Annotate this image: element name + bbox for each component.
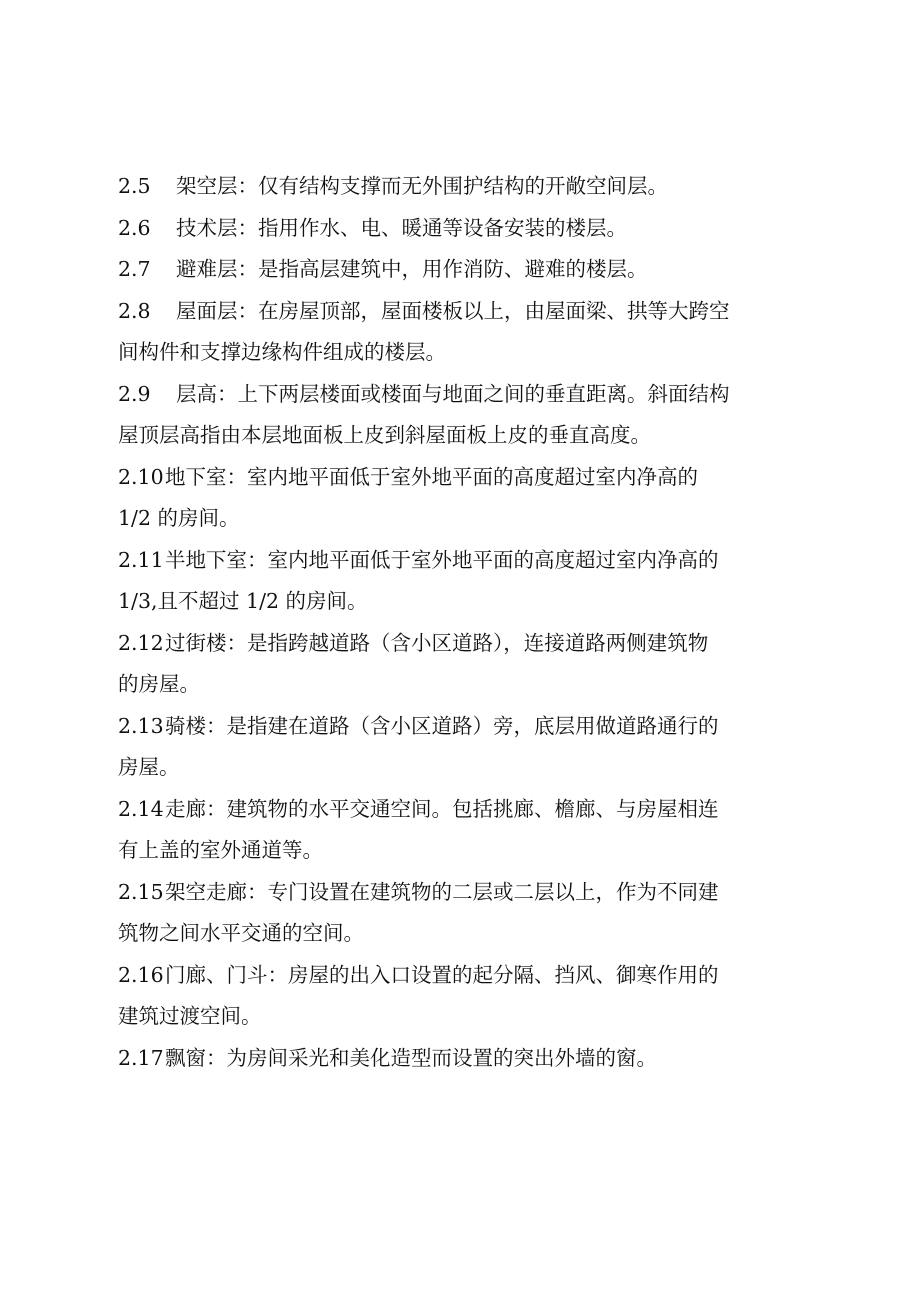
definition-line: [118, 457, 808, 499]
section-number: 2.13: [118, 713, 164, 738]
definition-text: 房屋。: [118, 755, 180, 779]
definition-text: 有上盖的室外通道等。: [118, 838, 323, 862]
definition-text: 架空层：仅有结构支撑而无外围护结构的开敞空间层。: [176, 174, 668, 198]
definition-text: 屋面层：在房屋顶部，屋面楼板以上，由屋面梁、拱等大跨空: [176, 298, 730, 323]
definition-line: [118, 706, 808, 748]
section-number: 2.17: [118, 1045, 164, 1070]
section-number: 2.15: [118, 879, 164, 904]
continuation-line: [118, 664, 808, 706]
definition-line: [118, 166, 808, 208]
definition-text: 技术层：指用作水、电、暖通等设备安装的楼层。: [176, 215, 627, 240]
definition-text: 1/3,且不超过 1/2 的房间。: [118, 589, 368, 613]
definition-text: 走廊：建筑物的水平交通空间。包括挑廊、檐廊、与房屋相连: [165, 796, 719, 821]
continuation-line: [118, 581, 808, 623]
definition-text: 屋顶层高指由本层地面板上皮到斜屋面板上皮的垂直高度。: [118, 423, 651, 447]
section-number: 2.7: [118, 257, 151, 281]
definition-line: [118, 540, 808, 582]
section-number: 2.11: [118, 547, 164, 572]
section-number: 2.9: [118, 381, 151, 406]
definition-line: [118, 249, 808, 291]
definition-text: 飘窗：为房间采光和美化造型而设置的突出外墙的窗。: [165, 1045, 657, 1070]
section-number: 2.6: [118, 215, 151, 240]
continuation-line: [118, 747, 808, 789]
definition-text: 半地下室：室内地平面低于室外地平面的高度超过室内净高的: [165, 547, 719, 572]
definition-line: [118, 291, 808, 333]
definition-text: 的房屋。: [118, 672, 200, 696]
definition-text: 筑物之间水平交通的空间。: [118, 921, 364, 945]
definition-line: [118, 374, 808, 416]
definition-text: 地下室：室内地平面低于室外地平面的高度超过室内净高的: [165, 464, 698, 489]
continuation-line: [118, 332, 808, 374]
continuation-line: [118, 415, 808, 457]
definition-text: 建筑过渡空间。: [118, 1004, 262, 1028]
definition-text: 架空走廊：专门设置在建筑物的二层或二层以上，作为不同建: [165, 879, 719, 904]
definition-text: 过街楼：是指跨越道路（含小区道路），连接道路两侧建筑物: [165, 630, 709, 655]
definition-text: 层高：上下两层楼面或楼面与地面之间的垂直距离。斜面结构: [176, 381, 730, 406]
section-number: 2.5: [118, 174, 151, 198]
section-number: 2.8: [118, 298, 151, 323]
continuation-line: [118, 913, 808, 955]
section-number: 2.14: [118, 796, 164, 821]
continuation-line: [118, 830, 808, 872]
section-number: 2.10: [118, 464, 164, 489]
definitions-text: [118, 166, 808, 1079]
section-number: 2.12: [118, 630, 164, 655]
definition-text: 避难层：是指高层建筑中，用作消防、避难的楼层。: [176, 257, 648, 281]
definition-line: [118, 955, 808, 997]
continuation-line: [118, 996, 808, 1038]
definition-line: [118, 789, 808, 831]
definition-line: [118, 208, 808, 250]
definition-text: 门廊、门斗：房屋的出入口设置的起分隔、挡风、御寒作用的: [165, 962, 719, 987]
definition-text: 间构件和支撑边缘构件组成的楼层。: [118, 340, 446, 364]
definition-text: 1/2 的房间。: [118, 506, 240, 530]
definition-line: [118, 623, 808, 665]
section-number: 2.16: [118, 962, 164, 987]
continuation-line: [118, 498, 808, 540]
definition-line: [118, 1038, 808, 1080]
definition-text: 骑楼：是指建在道路（含小区道路）旁，底层用做道路通行的: [165, 713, 719, 738]
definition-line: [118, 872, 808, 914]
